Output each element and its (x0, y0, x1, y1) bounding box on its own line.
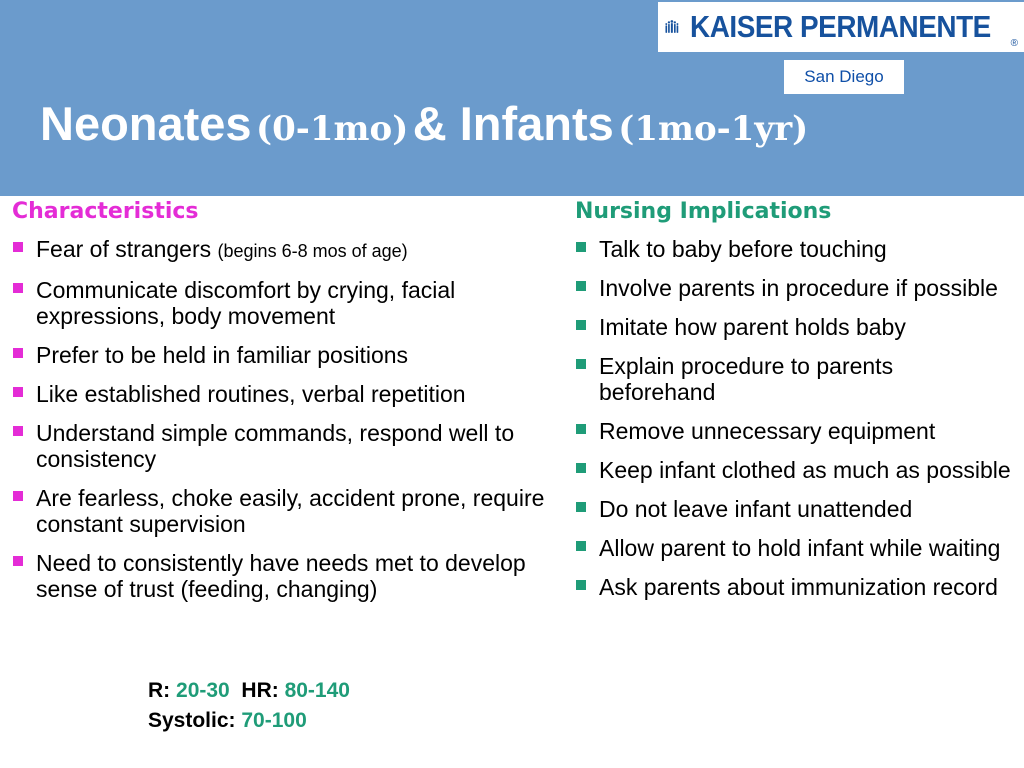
nursing-implications-column (575, 198, 1015, 613)
list-item-note: (begins 6-8 mos of age) (217, 241, 408, 261)
nursing-implications-heading: Nursing Implications (575, 199, 832, 224)
list-item (12, 342, 552, 368)
title-neonates: Neonates (40, 97, 252, 150)
title-infants: & Infants (412, 97, 614, 150)
list-item (12, 485, 552, 537)
list-item: Keep infant clothed as much as possible (575, 457, 1015, 483)
list-item: Allow parent to hold infant while waiting (575, 535, 1015, 561)
kaiser-permanente-logo (658, 2, 1024, 52)
list-item-text: Like established routines, verbal repetition (36, 381, 466, 407)
respiration-label: R: (148, 679, 171, 702)
list-item: Remove unnecessary equipment (575, 418, 1015, 444)
slide-title (40, 96, 808, 151)
characteristics-list (12, 236, 552, 602)
list-item: Do not leave infant unattended (575, 496, 1015, 522)
systolic-label: Systolic: (148, 709, 236, 732)
title-infants-age: (1mo-1yr) (618, 109, 809, 149)
list-item: Talk to baby before touching (575, 236, 1015, 262)
characteristics-column (12, 198, 552, 615)
list-item: Imitate how parent holds baby (575, 314, 1015, 340)
registered-mark: ® (1010, 38, 1018, 49)
list-item (12, 236, 552, 264)
list-item-text: Need to consistently have needs met to develop sense of trust (feeding, changing) (36, 550, 526, 602)
characteristics-heading: Characteristics (12, 199, 199, 224)
list-item: Involve parents in procedure if possible (575, 275, 1015, 301)
region-label: San Diego (784, 60, 904, 94)
kaiser-logo-figures-icon (664, 5, 680, 49)
heart-rate-value: 80-140 (284, 679, 350, 702)
list-item: Ask parents about immunization record (575, 574, 1015, 600)
list-item-text: Communicate discomfort by crying, facial expressions, body movement (36, 277, 456, 329)
title-neonates-age: (0-1mo) (256, 109, 409, 149)
vitals-line-2 (148, 706, 350, 736)
heart-rate-label: HR: (241, 679, 279, 702)
systolic-value: 70-100 (241, 709, 307, 732)
list-item: Explain procedure to parents beforehand (575, 353, 1015, 405)
vital-signs (148, 676, 350, 736)
respiration-value: 20-30 (176, 679, 230, 702)
list-item-text: Fear of strangers (36, 236, 218, 262)
list-item (12, 381, 552, 407)
title-banner (0, 0, 1024, 196)
list-item-text: Prefer to be held in familiar positions (36, 342, 409, 368)
list-item (12, 550, 552, 602)
list-item (12, 420, 552, 472)
nursing-implications-list (575, 236, 1015, 600)
list-item (12, 277, 552, 329)
list-item-text: Are fearless, choke easily, accident prone, require constant supervision (36, 485, 545, 537)
list-item-text: Understand simple commands, respond well to consistency (36, 420, 515, 472)
logo-wordmark: KAISER PERMANENTE (689, 9, 991, 44)
vitals-line-1 (148, 676, 350, 706)
